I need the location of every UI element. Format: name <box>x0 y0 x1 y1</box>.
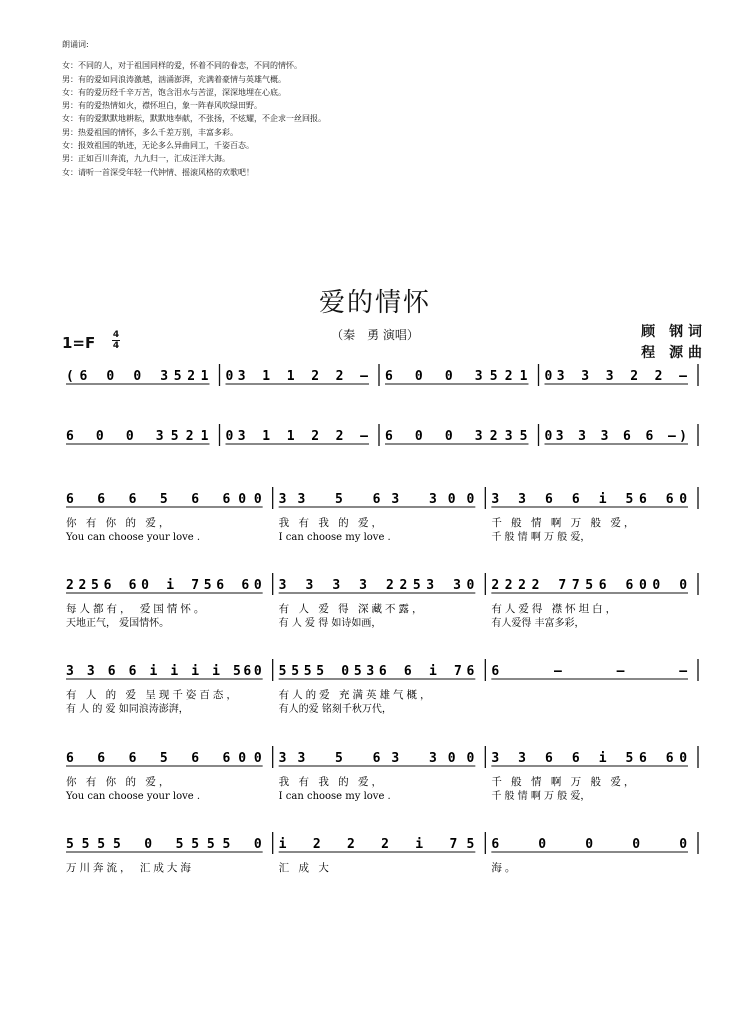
note-measure: 3 3 3 3 2253 30 <box>278 578 476 593</box>
recitation-line: 女：有的爱默默地耕耘，默默地奉献，不张扬，不炫耀，不企求一丝回报。 <box>62 114 326 124</box>
recitation-line: 男：正如百川奔流，九九归一，汇成汪洋大海。 <box>62 154 230 164</box>
note-measure: 5555 0536 6 i 76 <box>278 664 476 679</box>
composer: 程 源 曲 <box>641 345 702 361</box>
lyric-cn: 有 人 爱 得 深藏不露， <box>278 603 426 615</box>
lyricist: 顾 钢 词 <box>641 324 702 340</box>
note-measure: 03 1 1 2 2 – <box>225 369 369 384</box>
recitation-line: 女：有的爱历经千辛万苦，饱含泪水与苦涩，深深地埋在心底。 <box>62 87 286 97</box>
key-signature: 1=F <box>62 334 96 352</box>
recitation-line: 男：热爱祖国的情怀，多么千差万别，丰富多彩。 <box>62 127 238 137</box>
recitation-line: 女：报效祖国的轨迹，无论多么异曲同工，千姿百态。 <box>62 141 254 151</box>
lyric-cn: 千 般 情 啊 万 般 爱， <box>491 776 638 788</box>
note-measure: 03 3 3 6 6 –) <box>544 429 688 444</box>
lyric-en: I can choose my love . <box>278 791 391 802</box>
note-measure: 5555 0 5555 0 <box>66 837 263 852</box>
lyric-cn: 万川奔流， 汇成大海 <box>66 862 194 874</box>
note-measure: 33 5 63 300 <box>278 751 476 766</box>
lyric-cn: 你 有 你 的 爱， <box>66 776 173 788</box>
lyric-en: 有 人 爱 得 如诗如画， <box>278 618 382 629</box>
lyric-en: 有人的爱 铭刻千秋万代， <box>278 704 392 715</box>
lyric-cn: 我 有 我 的 爱， <box>278 776 386 788</box>
lyric-en: You can choose your love . <box>66 532 201 543</box>
note-measure: 33 5 63 300 <box>278 492 476 507</box>
lyric-cn: 千 般 情 啊 万 般 爱， <box>491 517 638 529</box>
lyric-cn: 汇 成 大 <box>278 862 332 874</box>
lyric-en: I can choose my love . <box>278 532 391 543</box>
lyric-cn: 我 有 我 的 爱， <box>278 517 386 529</box>
lyric-en: 天地正气， 爱国情怀。 <box>66 618 170 629</box>
meter-top: 4 <box>112 330 120 340</box>
recitation-label: 朗诵词: <box>62 40 89 49</box>
meter-bottom: 4 <box>112 341 120 351</box>
lyric-en: 有 人 的 爱 如同浪涛澎湃， <box>66 704 189 715</box>
recitation-line: 女：请听一首深受年轻一代钟情、摇滚风格的欢歌吧！ <box>62 167 254 177</box>
note-measure: 6 0 0 3521 <box>66 429 210 444</box>
note-measure: 6 0 0 3521 <box>385 369 529 384</box>
recitation-line: 男：有的爱热情如火，襟怀坦白，象一阵春风吹绿田野。 <box>62 101 262 111</box>
song-title: 爱的情怀 <box>318 288 431 318</box>
lyric-en: 千 般 情 啊 万 般 爱， <box>491 532 591 543</box>
note-measure: 3 3 6 6 i i i i 560 <box>66 664 263 679</box>
note-measure: 6 – – – <box>491 664 689 679</box>
note-measure: 6 6 6 5 6 600 <box>66 492 263 507</box>
recitation-line: 男：有的爱如同浪涛激越，汹涌澎湃，充满着豪情与英雄气概。 <box>62 74 286 84</box>
note-measure: 2222 7756 600 0 <box>491 578 689 593</box>
lyric-en: 有人爱得 丰富多彩， <box>491 618 585 629</box>
note-measure: 6 6 6 5 6 600 <box>66 751 263 766</box>
note-measure: 2256 60 i 756 60 <box>66 578 263 593</box>
lyric-cn: 有人爱得 襟怀坦白， <box>491 603 620 615</box>
recitation-line: 女：不同的人，对于祖国同样的爱，怀着不同的眷恋，不同的情怀。 <box>62 61 302 71</box>
lyric-cn: 每人都有， 爱国情怀。 <box>66 603 208 615</box>
song-singer: （秦 勇 演唱） <box>331 328 419 342</box>
note-measure: 3 3 6 6 i 56 60 <box>491 751 689 766</box>
note-measure: (6 0 0 3521 <box>66 369 210 384</box>
note-measure: 03 1 1 2 2 – <box>225 429 369 444</box>
note-measure: 6 0 0 3235 <box>385 429 529 444</box>
note-measure: 03 3 3 2 2 – <box>544 369 688 384</box>
note-measure: 6 0 0 0 0 <box>491 837 689 852</box>
note-measure: 3 3 6 6 i 56 60 <box>491 492 689 507</box>
lyric-en: You can choose your love . <box>66 791 201 802</box>
note-measure: i 2 2 2 i 75 <box>278 837 476 852</box>
lyric-cn: 有人的爱 充满英雄气概， <box>278 689 434 701</box>
lyric-cn: 海。 <box>491 862 519 874</box>
lyric-cn: 你 有 你 的 爱， <box>66 517 173 529</box>
lyric-en: 千 般 情 啊 万 般 爱， <box>491 791 591 802</box>
lyric-cn: 有 人 的 爱 呈现千姿百态， <box>66 689 240 701</box>
